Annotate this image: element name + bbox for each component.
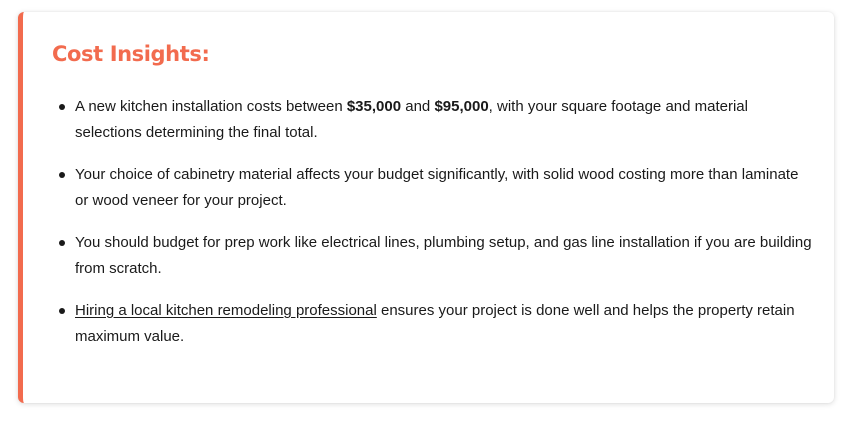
bullet-icon <box>59 172 65 178</box>
list-item <box>75 162 815 214</box>
item-text-mid: and <box>401 98 435 115</box>
insights-list <box>75 94 815 366</box>
min-cost-value: $35,000 <box>346 98 402 115</box>
list-item <box>75 230 815 282</box>
item-text-post: , with your square footage and material selections determining the final total. <box>75 98 748 141</box>
cost-insights-card <box>18 12 834 403</box>
list-item <box>75 298 815 350</box>
hire-professional-link[interactable]: Hiring a local kitchen remodeling professional <box>75 302 377 319</box>
bullet-icon <box>59 240 65 246</box>
item-text-post: ensures your project is done well and helps the property retain maximum value. <box>75 302 795 345</box>
card-title: Cost Insights: <box>52 42 210 66</box>
bullet-icon <box>59 104 65 110</box>
item-text: Your choice of cabinetry material affects your budget significantly, with solid wood costing more than laminate or wood veneer for your project. <box>75 166 799 209</box>
list-item <box>75 94 815 146</box>
item-text-pre: A new kitchen installation costs between <box>75 98 347 115</box>
bullet-icon <box>59 308 65 314</box>
item-text: You should budget for prep work like electrical lines, plumbing setup, and gas line installation if you are building from scratch. <box>75 234 812 277</box>
max-cost-value: $95,000 <box>434 98 489 115</box>
